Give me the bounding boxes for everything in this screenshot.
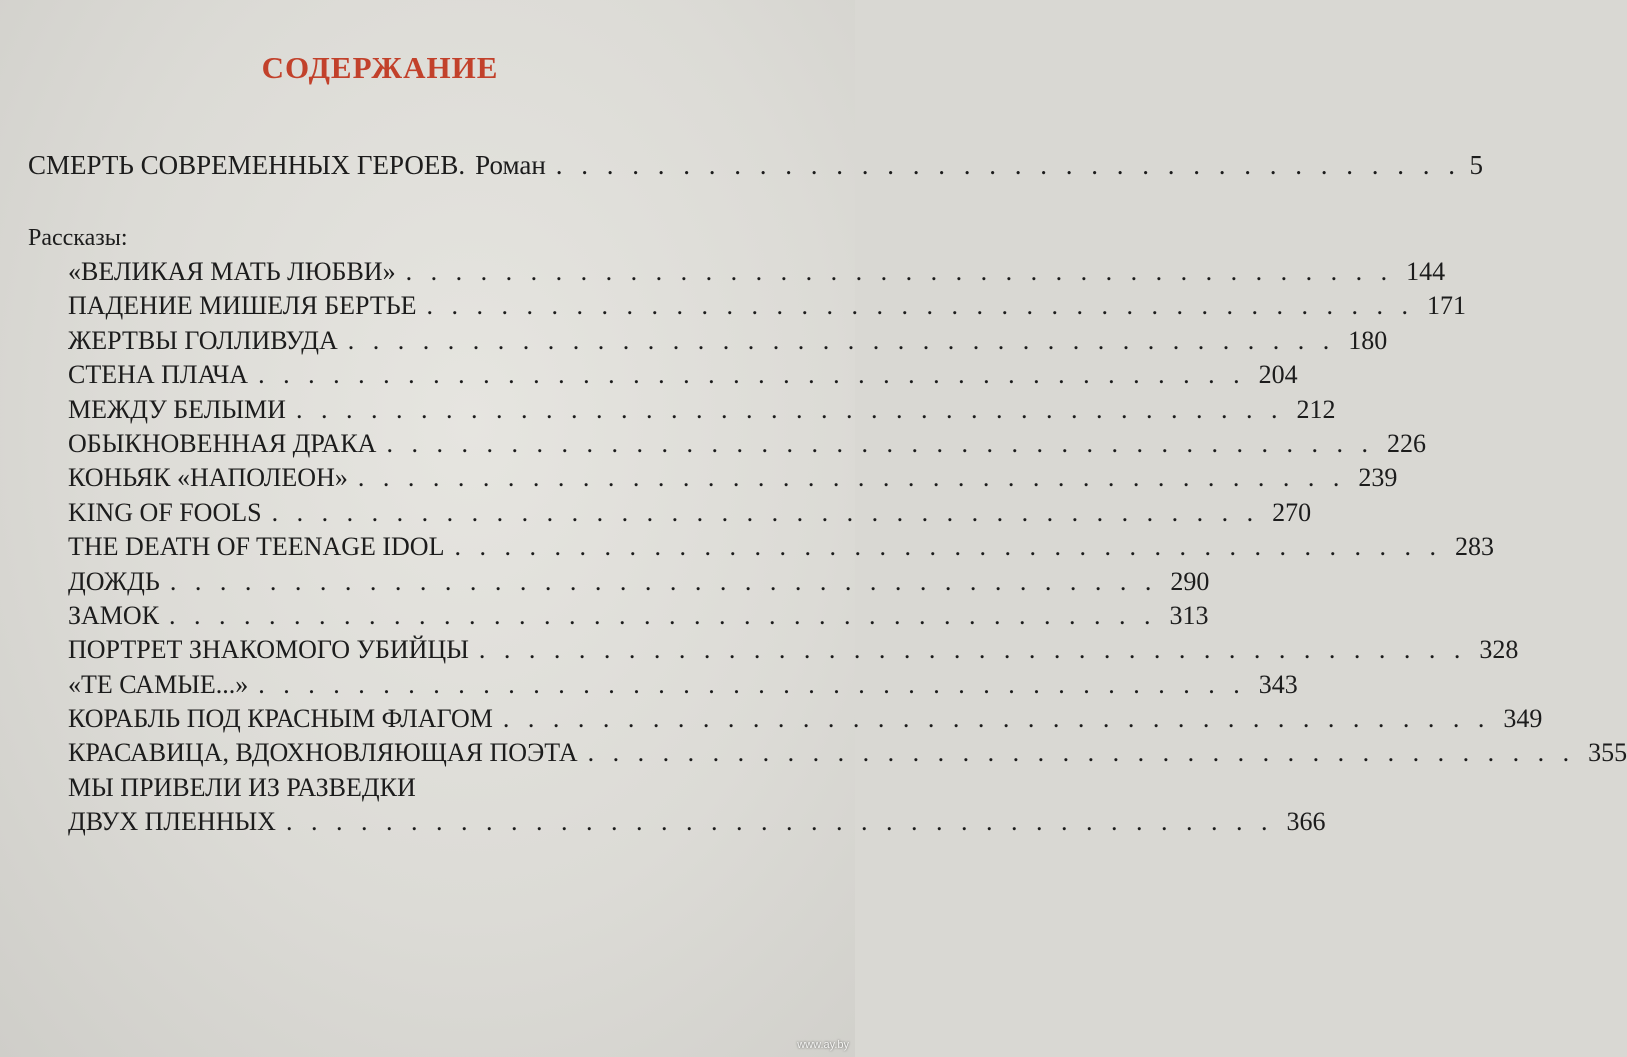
toc-entry bbox=[68, 324, 1388, 358]
watermark: www.ay.by bbox=[797, 1039, 849, 1051]
section-label: Рассказы: bbox=[28, 225, 128, 251]
toc-entry bbox=[68, 668, 1298, 702]
entry-page-number: 290 bbox=[1170, 566, 1210, 596]
dot-leader: . . . . . . . . . . . . . . . . . . . . . . . . . . . . . . . . . . . . bbox=[555, 150, 1462, 180]
entry-page-number: 226 bbox=[1386, 428, 1426, 458]
toc-entry bbox=[68, 599, 1209, 633]
entry-genre: Роман bbox=[475, 150, 546, 180]
dot-leader: . . . . . . . . . . . . . . . . . . . . . . . . . . . . . . . . . . . . . . . . bbox=[347, 325, 1336, 355]
entry-title: ЗАМОК bbox=[68, 600, 160, 630]
toc-entry bbox=[68, 565, 1210, 599]
dot-leader: . . . . . . . . . . . . . . . . . . . . . . . . . . . . . . . . . . . . . . . . bbox=[426, 291, 1415, 321]
dot-leader: . . . . . . . . . . . . . . . . . . . . . . . . . . . . . . . . . . . . . . . . bbox=[169, 566, 1158, 596]
toc-entry bbox=[68, 736, 1627, 770]
toc-entry bbox=[68, 702, 1543, 736]
toc-entry-last bbox=[68, 771, 1326, 840]
toc-entry bbox=[68, 358, 1298, 392]
toc-entry bbox=[68, 393, 1336, 427]
toc-entry bbox=[68, 530, 1494, 564]
entry-title: ОБЫКНОВЕННАЯ ДРАКА bbox=[68, 428, 377, 458]
entry-page-number: 239 bbox=[1358, 463, 1398, 493]
dot-leader: . . . . . . . . . . . . . . . . . . . . . . . . . . . . . . . . . . . . . . . . bbox=[478, 635, 1467, 665]
entry-title: ДОЖДЬ bbox=[68, 566, 160, 596]
entry-page-number: 171 bbox=[1427, 291, 1467, 321]
entry-title: ПАДЕНИЕ МИШЕЛЯ БЕРТЬЕ bbox=[68, 291, 417, 321]
toc-entry-novel bbox=[28, 147, 1484, 183]
dot-leader: . . . . . . . . . . . . . . . . . . . . . . . . . . . . . . . . . . . . . . . . bbox=[169, 600, 1157, 630]
entry-title: «ТЕ САМЫЕ...» bbox=[68, 669, 249, 699]
entry-title: СМЕРТЬ СОВРЕМЕННЫХ ГЕРОЕВ. bbox=[28, 150, 466, 180]
entry-title: ПОРТРЕТ ЗНАКОМОГО УБИЙЦЫ bbox=[68, 635, 469, 665]
dot-leader: . . . . . . . . . . . . . . . . . . . . . . . . . . . . . . . . . . . . . . . . bbox=[386, 428, 1374, 458]
toc-entry bbox=[68, 461, 1398, 495]
entry-page-number: 180 bbox=[1348, 325, 1388, 355]
entry-title: КОРАБЛЬ ПОД КРАСНЫМ ФЛАГОМ bbox=[68, 704, 493, 734]
dot-leader: . . . . . . . . . . . . . . . . . . . . . . . . . . . . . . . . . . . . . . . . bbox=[502, 704, 1491, 734]
entry-title-line-2: ДВУХ ПЛЕННЫХ bbox=[68, 807, 276, 837]
toc-entry bbox=[68, 255, 1446, 289]
dot-leader: . . . . . . . . . . . . . . . . . . . . . . . . . . . . . . . . . . . . . . . . bbox=[357, 463, 1346, 493]
entry-title: СТЕНА ПЛАЧА bbox=[68, 360, 249, 390]
entry-page-number: 366 bbox=[1286, 807, 1326, 837]
entry-title: KING OF FOOLS bbox=[68, 497, 262, 527]
entry-title: THE DEATH OF TEENAGE IDOL bbox=[68, 532, 445, 562]
dot-leader: . . . . . . . . . . . . . . . . . . . . . . . . . . . . . . . . . . . . . . . . bbox=[587, 738, 1576, 768]
entry-page-number: 283 bbox=[1454, 532, 1494, 562]
entry-title: МЕЖДУ БЕЛЫМИ bbox=[68, 394, 286, 424]
entry-page-number: 212 bbox=[1296, 394, 1336, 424]
contents-heading: СОДЕРЖАНИЕ bbox=[261, 50, 499, 85]
toc-entry bbox=[68, 427, 1426, 461]
entry-title: КОНЬЯК «НАПОЛЕОН» bbox=[68, 463, 348, 493]
dot-leader: . . . . . . . . . . . . . . . . . . . . . . . . . . . . . . . . . . . . . . . . bbox=[295, 394, 1284, 424]
toc-entry bbox=[68, 633, 1519, 667]
dot-leader: . . . . . . . . . . . . . . . . . . . . . . . . . . . . . . . . . . . . . . . . bbox=[258, 360, 1246, 390]
entry-title: «ВЕЛИКАЯ МАТЬ ЛЮБВИ» bbox=[68, 257, 396, 286]
entry-page-number: 313 bbox=[1169, 600, 1209, 630]
entry-title-line-1: МЫ ПРИВЕЛИ ИЗ РАЗВЕДКИ bbox=[68, 772, 416, 802]
dot-leader: . . . . . . . . . . . . . . . . . . . . . . . . . . . . . . . . . . . . . . . . bbox=[454, 532, 1442, 562]
dot-leader: . . . . . . . . . . . . . . . . . . . . . . . . . . . . . . . . . . . . . . . . bbox=[271, 497, 1260, 527]
entry-page-number: 270 bbox=[1272, 497, 1312, 527]
entry-page-number: 144 bbox=[1406, 257, 1446, 286]
dot-leader: . . . . . . . . . . . . . . . . . . . . . . . . . . . . . . . . . . . . . . . . bbox=[405, 257, 1394, 286]
entry-page-number: 349 bbox=[1503, 704, 1543, 734]
toc-entry bbox=[68, 289, 1467, 323]
entry-title: ЖЕРТВЫ ГОЛЛИВУДА bbox=[68, 325, 338, 355]
entry-title: КРАСАВИЦА, ВДОХНОВЛЯЮЩАЯ ПОЭТА bbox=[68, 738, 578, 768]
stories-list bbox=[68, 255, 1627, 840]
dot-leader: . . . . . . . . . . . . . . . . . . . . . . . . . . . . . . . . . . . . . . . . bbox=[258, 669, 1246, 699]
entry-page-number: 204 bbox=[1258, 360, 1298, 390]
entry-page-number: 355 bbox=[1588, 738, 1627, 768]
toc-entry bbox=[68, 496, 1312, 530]
entry-page-number: 343 bbox=[1258, 669, 1298, 699]
entry-page-number: 328 bbox=[1479, 635, 1519, 665]
entry-page-number: 5 bbox=[1469, 150, 1484, 180]
dot-leader: . . . . . . . . . . . . . . . . . . . . . . . . . . . . . . . . . . . . . . . . bbox=[285, 807, 1274, 837]
